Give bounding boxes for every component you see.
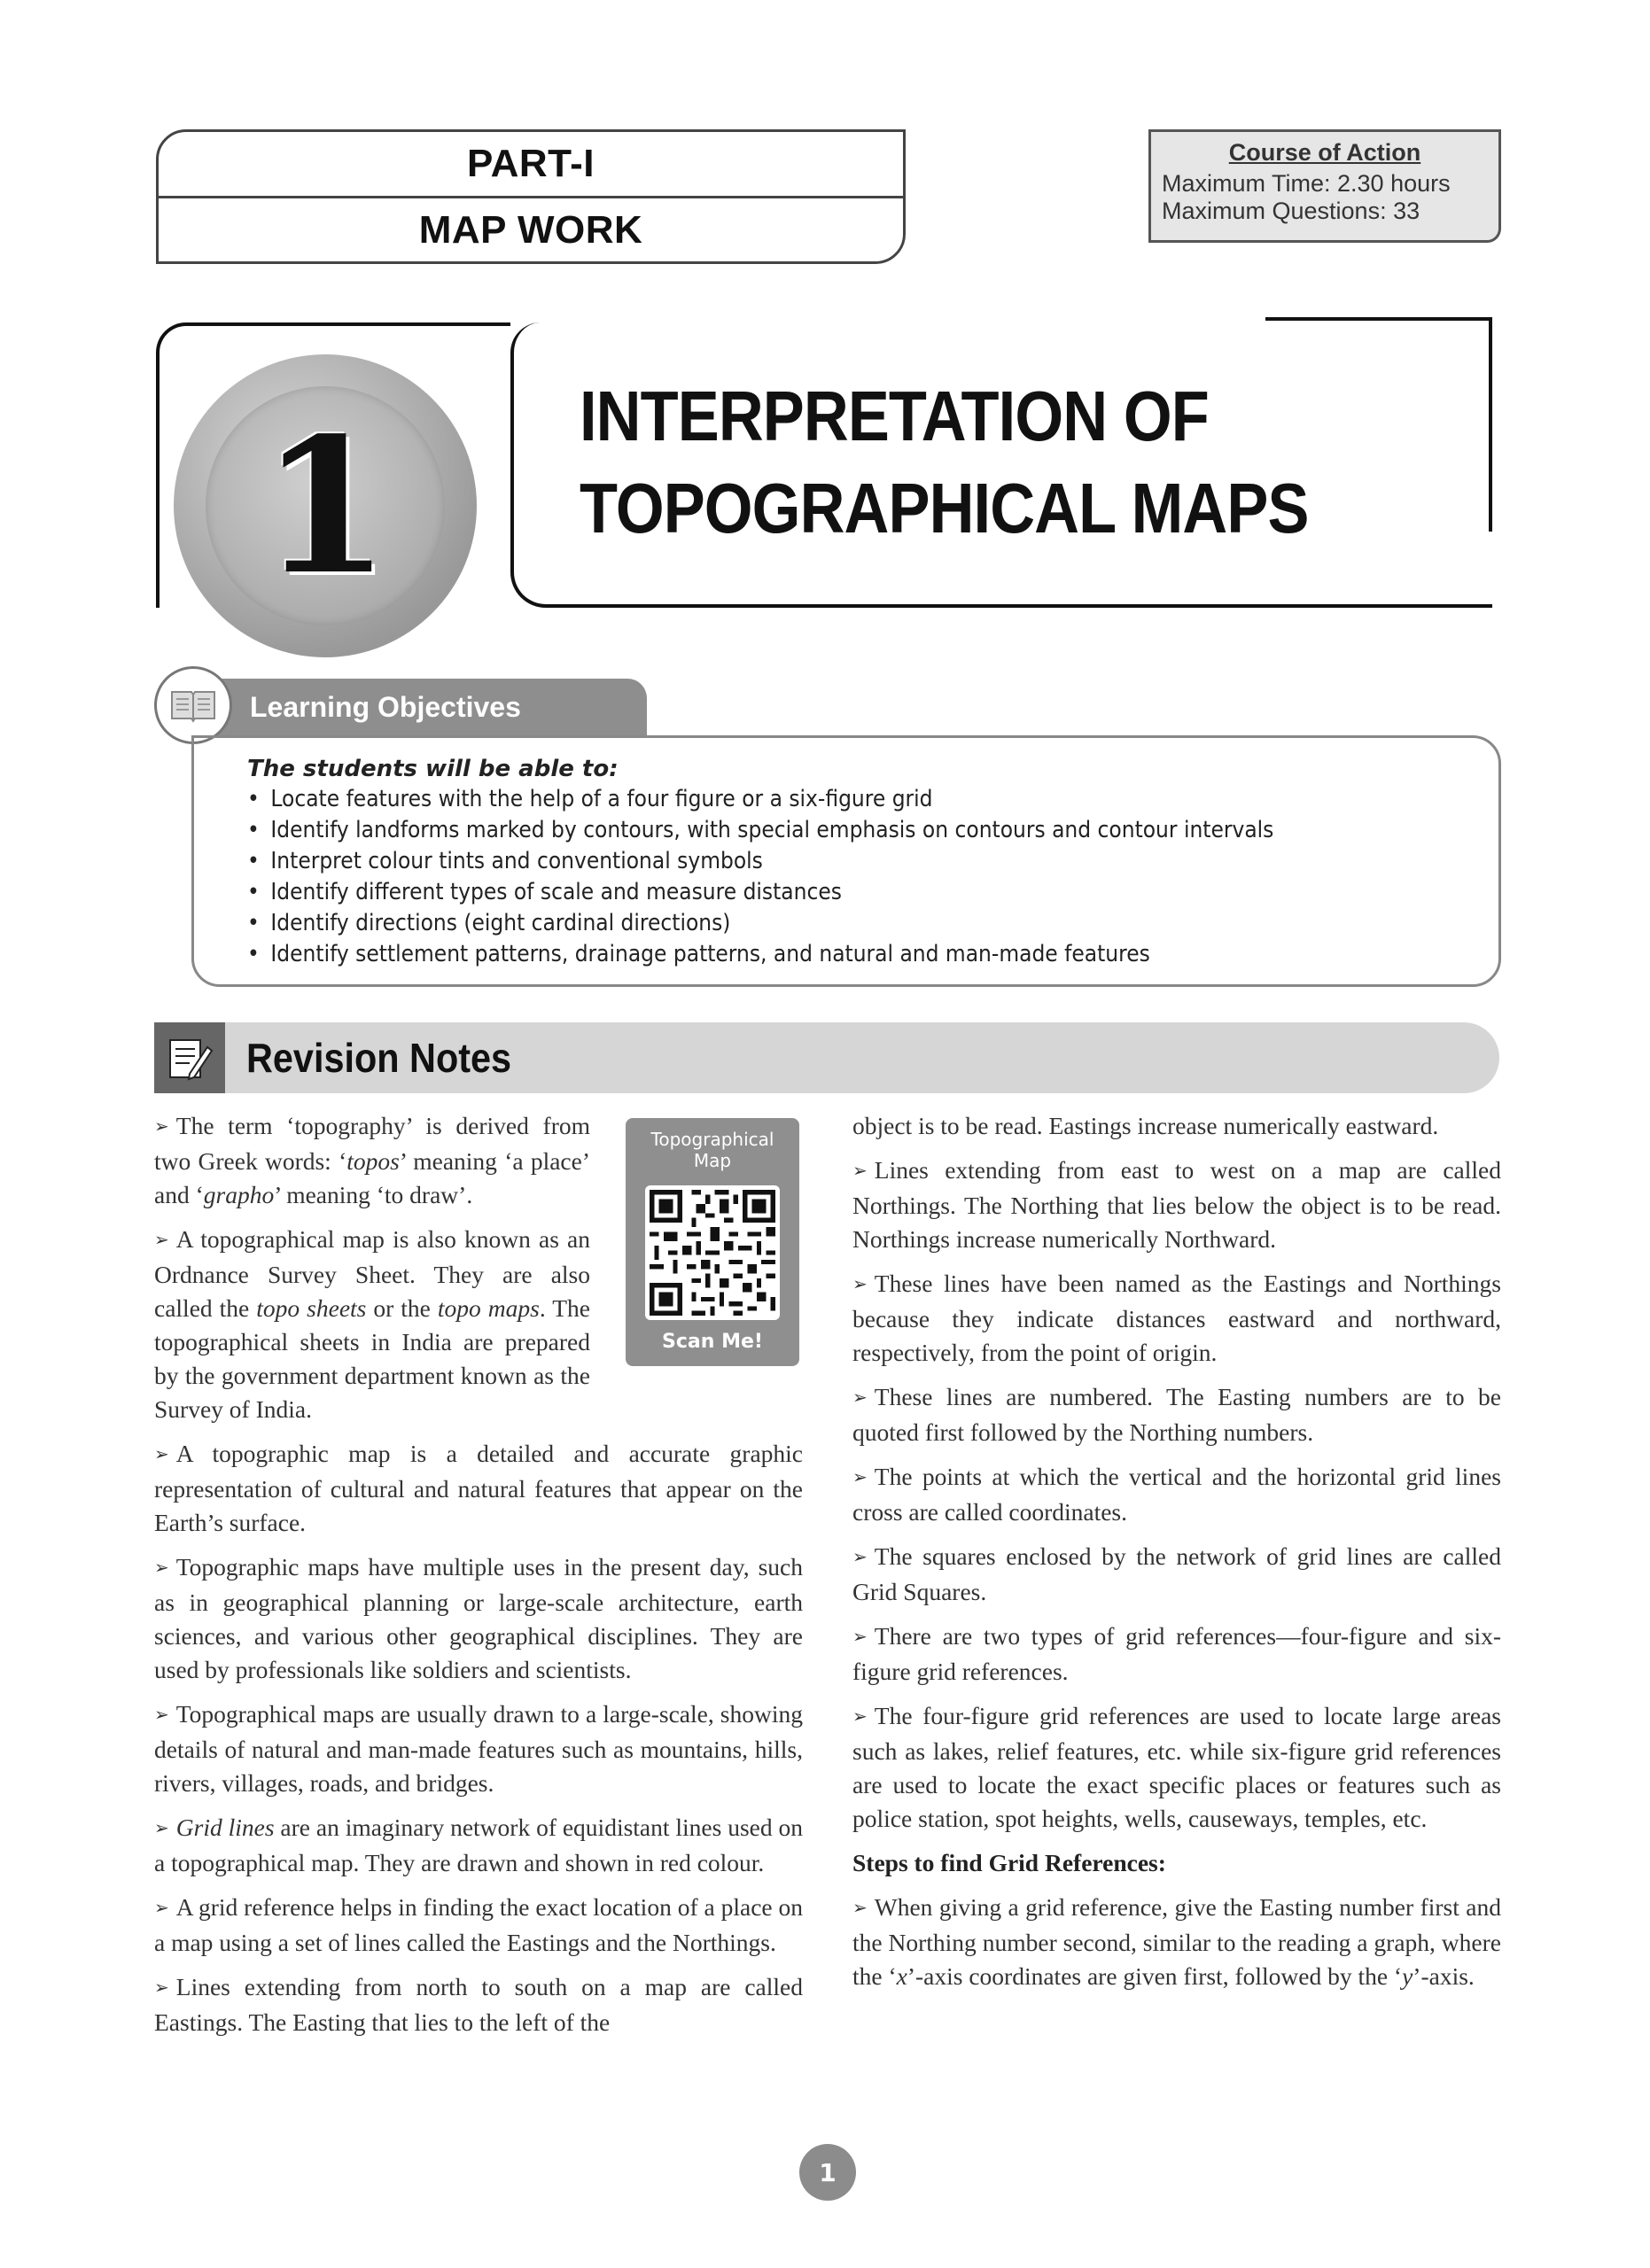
arrow-bullet-icon: ➢ bbox=[154, 1115, 169, 1137]
note-paragraph: ➢ Topographic maps have multiple uses in the present day, such as in geographical planning or large-scale architecture, earth sciences, and various other geographical disciplines. They are used by professionals like soldiers and scientists. bbox=[154, 1553, 803, 1683]
note-paragraph: ➢ When giving a grid reference, give the Easting number first and the Northing number second, similar to the reading a graph, where the ‘x’-axis coordinates are given first, followed by the ‘y’-axis. bbox=[852, 1893, 1501, 1990]
objective-item: • Identify settlement patterns, drainage patterns, and natural and man-made features bbox=[247, 939, 1342, 970]
course-of-action-box bbox=[1148, 129, 1501, 243]
note-paragraph: ➢ Lines extending from east to west on a map are called Northings. The Northing that lies below the object is to be read. Northings increase numerically Northward. bbox=[852, 1156, 1501, 1253]
note-paragraph: ➢ These lines have been named as the Eastings and Northings because they indicate distances eastward and northward, respectively, from the point of origin. bbox=[852, 1270, 1501, 1366]
course-title: Course of Action bbox=[1228, 139, 1421, 166]
arrow-bullet-icon: ➢ bbox=[852, 1273, 868, 1294]
objective-item: • Identify directions (eight cardinal directions) bbox=[247, 908, 1342, 939]
learning-objectives-intro: The students will be able to: bbox=[247, 756, 619, 782]
note-paragraph: ➢ Lines extending from north to south on a map are called Eastings. The Easting that lies to the left of the bbox=[154, 1973, 803, 2036]
learning-objectives-heading: Learning Objectives bbox=[250, 691, 521, 723]
arrow-bullet-icon: ➢ bbox=[852, 1160, 868, 1181]
steps-heading: Steps to find Grid References: bbox=[852, 1849, 1166, 1876]
arrow-bullet-icon: ➢ bbox=[154, 1704, 169, 1725]
objective-item: • Identify landforms marked by contours, with special emphasis on contours and contour intervals bbox=[247, 815, 1342, 846]
note-paragraph: ➢ The term ‘topography’ is derived from two Greek words: ‘topos’ meaning ‘a place’ and ‘grapho’ meaning ‘to draw’. bbox=[154, 1112, 591, 1208]
right-column bbox=[852, 1109, 1501, 2004]
arrow-bullet-icon: ➢ bbox=[154, 1897, 169, 1918]
part-title: MAP WORK bbox=[418, 208, 643, 252]
note-paragraph: ➢ A grid reference helps in finding the exact location of a place on a map using a set of lines called the Eastings and the Northings. bbox=[154, 1893, 803, 1956]
note-paragraph: ➢ These lines are numbered. The Easting numbers are to be quoted first followed by the Northing numbers. bbox=[852, 1383, 1501, 1446]
part-label: PART-I bbox=[467, 142, 595, 185]
arrow-bullet-icon: ➢ bbox=[852, 1386, 868, 1408]
arrow-bullet-icon: ➢ bbox=[154, 1817, 169, 1838]
qr-caption-line2: Map bbox=[693, 1150, 732, 1171]
learning-objectives-box bbox=[191, 735, 1501, 987]
revision-notes-heading: Revision Notes bbox=[246, 1035, 512, 1081]
note-paragraph: ➢ The squares enclosed by the network of grid lines are called Grid Squares. bbox=[852, 1542, 1501, 1605]
arrow-bullet-icon: ➢ bbox=[154, 1443, 169, 1464]
chapter-title-line1: INTERPRETATION OF bbox=[580, 377, 1209, 455]
course-max-time: Maximum Time: 2.30 hours bbox=[1162, 170, 1451, 197]
chapter-title bbox=[580, 370, 1343, 555]
chapter-number: 1 bbox=[260, 396, 391, 616]
note-paragraph: ➢ A topographic map is a detailed and accurate graphic representation of cultural and natural features that appear on the Earth’s surface. bbox=[154, 1440, 803, 1536]
note-paragraph: ➢ Grid lines are an imaginary network of equidistant lines used on a topographical map. They are drawn and shown in red colour. bbox=[154, 1814, 804, 1876]
note-paragraph: ➢ There are two types of grid references—four-figure and six-figure grid references. bbox=[852, 1622, 1501, 1685]
arrow-bullet-icon: ➢ bbox=[852, 1546, 868, 1567]
arrow-bullet-icon: ➢ bbox=[852, 1466, 868, 1487]
objective-item: • Locate features with the help of a four figure or a six-figure grid bbox=[247, 784, 1342, 815]
arrow-bullet-icon: ➢ bbox=[154, 1229, 169, 1250]
book-icon bbox=[154, 666, 232, 744]
note-paragraph: object is to be read. Eastings increase numerically eastward. bbox=[852, 1112, 1439, 1139]
part-header bbox=[156, 129, 906, 264]
learning-objectives-list bbox=[230, 784, 1463, 970]
note-paragraph: ➢ The four-figure grid references are used to locate large areas such as lakes, relief features, etc. while six-figure grid references are used to locate the exact specific places or features such as police station, spot heights, wells, causeways, temples, etc. bbox=[852, 1702, 1501, 1832]
note-paragraph: ➢ Topographical maps are usually drawn to a large-scale, showing details of natural and man-made features such as mountains, hills, rivers, villages, roads, and bridges. bbox=[154, 1700, 803, 1797]
arrow-bullet-icon: ➢ bbox=[154, 1977, 169, 1998]
page-number: 1 bbox=[799, 2144, 856, 2201]
objective-item: • Interpret colour tints and conventional symbols bbox=[247, 846, 1342, 877]
chapter-title-line2: TOPOGRAPHICAL MAPS bbox=[580, 469, 1309, 548]
note-paragraph: ➢ A topographical map is also known as an Ordnance Survey Sheet. They are also called the topo sheets or the topo maps. The topographical sheets in India are prepared by the government department known as the Survey of India. bbox=[154, 1225, 590, 1423]
notepad-pencil-icon bbox=[154, 1022, 225, 1093]
note-paragraph: ➢ The points at which the vertical and the horizontal grid lines cross are called coordinates. bbox=[852, 1463, 1501, 1526]
qr-caption-line1: Topographical bbox=[650, 1129, 774, 1150]
left-column bbox=[154, 1109, 803, 2050]
objective-item: • Identify different types of scale and measure distances bbox=[247, 877, 1342, 908]
course-max-questions: Maximum Questions: 33 bbox=[1162, 198, 1420, 224]
arrow-bullet-icon: ➢ bbox=[852, 1897, 868, 1918]
arrow-bullet-icon: ➢ bbox=[154, 1557, 169, 1578]
arrow-bullet-icon: ➢ bbox=[852, 1626, 868, 1647]
qr-scan-label: Scan Me! bbox=[662, 1331, 763, 1353]
arrow-bullet-icon: ➢ bbox=[852, 1705, 868, 1727]
